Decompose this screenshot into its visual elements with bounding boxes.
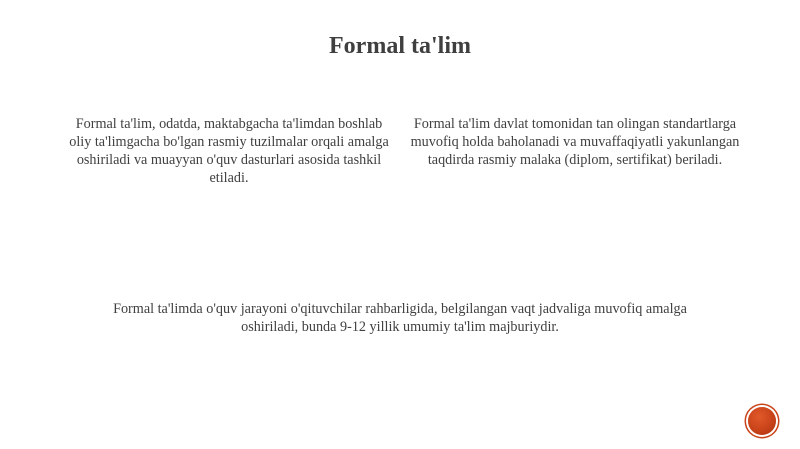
next-slide-circle-icon[interactable]: [748, 407, 776, 435]
slide-title: Formal ta'lim: [329, 33, 471, 59]
text-paragraph-right: Formal ta'lim davlat tomonidan tan olingan standartlarga muvofiq holda baholanadi va muvaffaqiyatli yakunlangan taqdirda rasmiy malaka (diplom, sertifikat) beriladi.: [410, 116, 740, 168]
text-paragraph-bottom: Formal ta'limda o'quv jarayoni o'qituvchilar rahbarligida, belgilangan vaqt jadvaliga muvofiq amalga oshiriladi, bunda 9-12 yillik umumiy ta'lim majburiydir.: [113, 301, 687, 335]
text-paragraph-left: Formal ta'lim, odatda, maktabgacha ta'limdan boshlab oliy ta'limgacha bo'lgan rasmiy tuzilmalar orqali amalga oshiriladi va muayyan o'quv dasturlari asosida tashkil etiladi.: [69, 116, 389, 186]
